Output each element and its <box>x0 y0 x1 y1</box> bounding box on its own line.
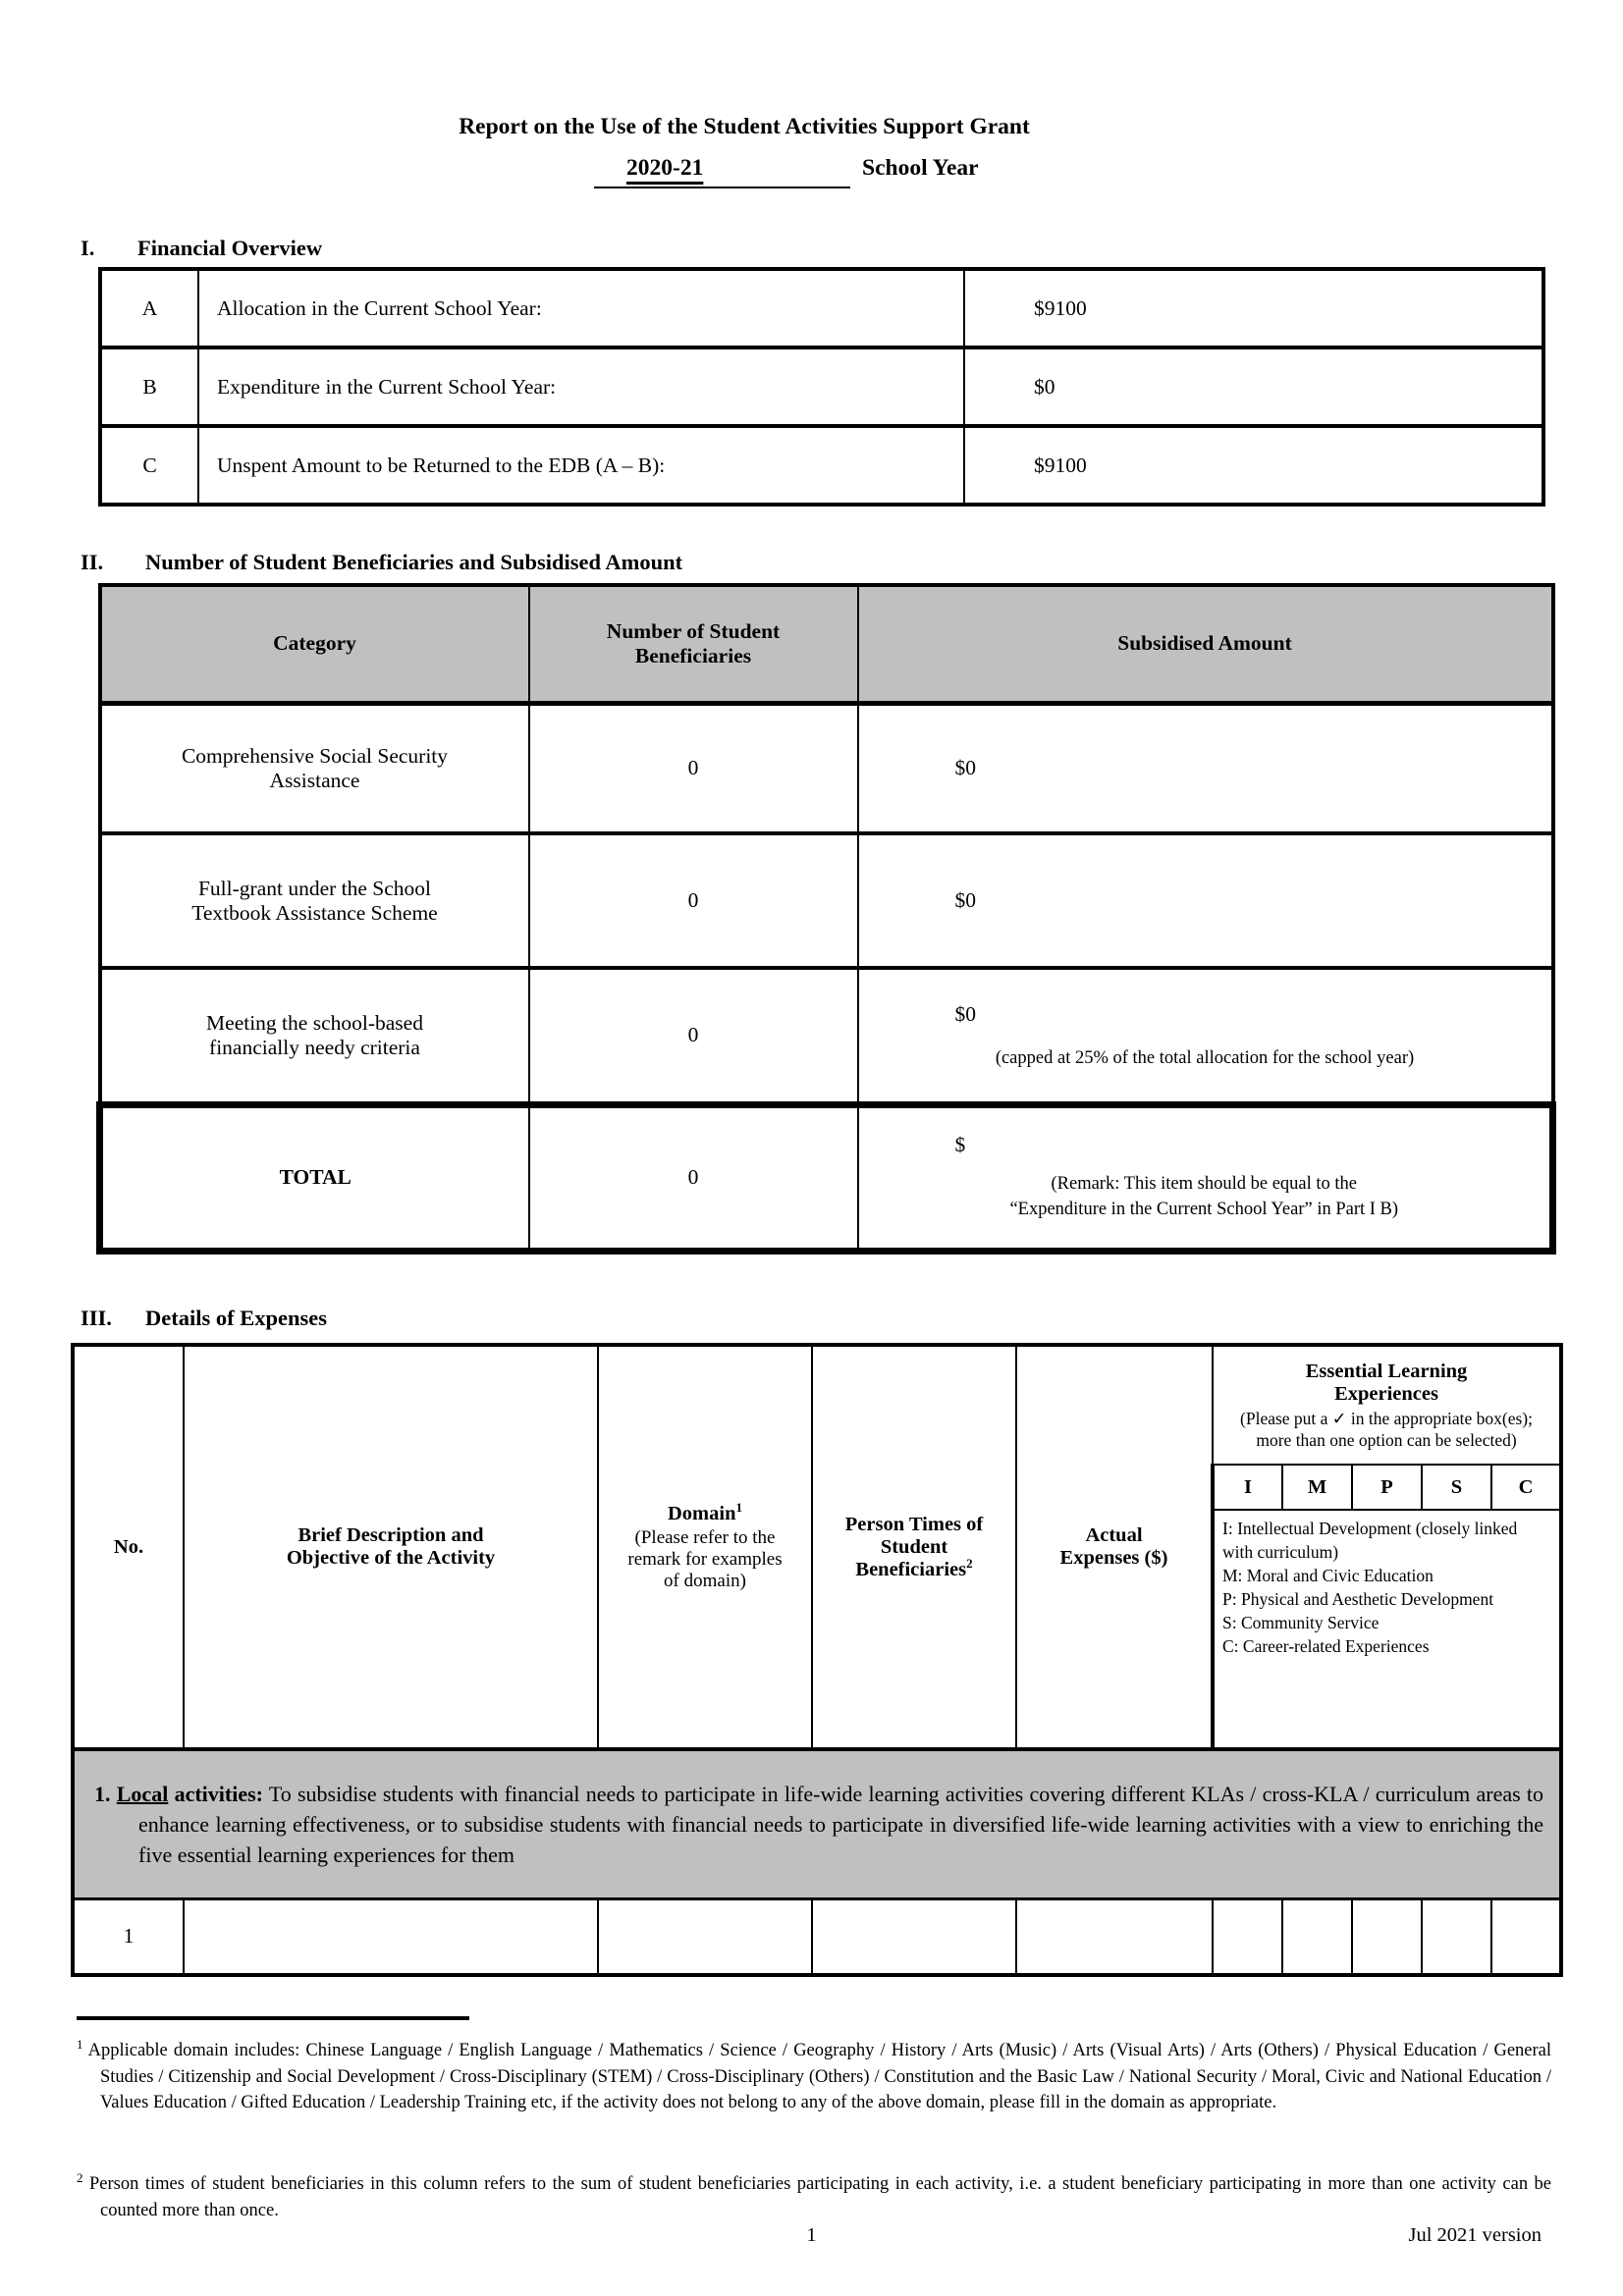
column-header-description: Brief Description and Objective of the Activity <box>184 1345 598 1749</box>
section-iii-title: Details of Expenses <box>145 1306 327 1330</box>
table-row <box>100 269 1543 347</box>
footnote-1-text: Applicable domain includes: Chinese Language / English Language / Mathematics / Science / Geography / History / Arts (Music) / Arts (Visual Arts) / Arts (Others) / Physical Education / General Studies / Citizenship and Social Development / Cross-Disciplinary (STEM) / Cross-Disciplinary (Others) / Constitution and the Basic Law / National Security / Moral, Civic and National Education / Values Education / Gifted Education / Leadership Training etc, if the activity does not belong to any of the above domain, please fill in the domain as appropriate. <box>87 2041 1552 2112</box>
table-row <box>100 968 1553 1104</box>
total-remark: (Remark: This item should be equal to the “Expenditure in the Current School Year” in Part I B) <box>1009 1174 1399 1219</box>
section-i-number: I. <box>81 236 95 260</box>
ele-legend: I: Intellectual Development (closely linked with curriculum) M: Moral and Civic Education P: Physical and Aesthetic Development S: Community Service C: Career-related Experiences <box>1213 1510 1561 1749</box>
column-header-category: Category <box>100 585 529 703</box>
column-header-person-times: Person Times of Student Beneficiaries$^2$ <box>812 1345 1016 1749</box>
ele-option-c: C <box>1491 1465 1561 1510</box>
activity-description-cell <box>184 1898 598 1975</box>
ele-option-p: P <box>1352 1465 1422 1510</box>
section-ii-heading <box>81 550 682 575</box>
amount-value: $0 <box>954 1001 976 1026</box>
column-header-domain: Domain$^1$ (Please refer to the remark for examples of domain) <box>598 1345 812 1749</box>
category-cell: Comprehensive Social Security Assistance <box>100 703 529 833</box>
section-iii-heading <box>81 1306 327 1331</box>
ele-checkbox-cell-p <box>1352 1898 1422 1975</box>
section-i-title: Financial Overview <box>137 236 323 260</box>
category-1-label: activities: <box>174 1781 263 1806</box>
expenses-table <box>71 1343 1563 1977</box>
category-1-body: To subsidise students with financial needs to participate in life-wide learning activities covering different KLAs / cross-KLA / curriculum areas to enhance learning effectiveness, or to subsidise students with financial needs to participate in diversified life-wide learning activities with a view to enriching the five essential learning experiences for them <box>138 1781 1544 1867</box>
activity-row <box>73 1898 1561 1975</box>
table-row <box>100 833 1553 968</box>
ele-checkbox-cell-c <box>1491 1898 1561 1975</box>
row-key: A <box>100 269 198 347</box>
footnote-1-marker: 1 <box>77 2036 83 2052</box>
total-amount-cell <box>858 1104 1553 1251</box>
total-label-cell: TOTAL <box>100 1104 529 1251</box>
total-row <box>100 1104 1553 1251</box>
amount-note: (capped at 25% of the total allocation for the school year) <box>995 1047 1415 1068</box>
row-value: $0 <box>964 347 1543 426</box>
page-number: 1 <box>806 2224 817 2246</box>
school-year-blank <box>594 155 850 188</box>
category-cell: Meeting the school-based financially needy criteria <box>100 968 529 1104</box>
row-value: $9100 <box>964 269 1543 347</box>
row-key: B <box>100 347 198 426</box>
category-1-keyword: Local <box>116 1781 169 1806</box>
category-cell: Full-grant under the School Textbook Assistance Scheme <box>100 833 529 968</box>
row-key: C <box>100 426 198 505</box>
activity-no-cell: 1 <box>73 1898 184 1975</box>
ele-option-i: I <box>1213 1465 1282 1510</box>
beneficiaries-cell: 0 <box>529 703 858 833</box>
footnote-divider <box>77 2016 469 2020</box>
ele-checkbox-cell-m <box>1282 1898 1352 1975</box>
column-header-ele <box>1213 1345 1561 1465</box>
total-amount-value: $ <box>954 1133 966 1156</box>
row-value: $9100 <box>964 426 1543 505</box>
domain-note: (Please refer to the remark for examples of domain) <box>627 1526 783 1591</box>
beneficiaries-cell: 0 <box>529 968 858 1104</box>
column-header-no: No. <box>73 1345 184 1749</box>
version-label: Jul 2021 version <box>1408 2224 1542 2246</box>
footnote-ref-2: 2 <box>966 1555 973 1571</box>
ele-note: (Please put a ✓ in the appropriate box(es); more than one option can be selected) <box>1240 1408 1533 1450</box>
amount-cell: $0 <box>858 833 1553 968</box>
table-row <box>100 347 1543 426</box>
section-ii-number: II. <box>81 550 104 574</box>
section-ii-title: Number of Student Beneficiaries and Subsidised Amount <box>145 550 683 574</box>
page-title: Report on the Use of the Student Activities Support Grant <box>459 114 1030 139</box>
ele-title: Essential Learning Experiences <box>1305 1360 1468 1405</box>
table-header-row <box>73 1345 1561 1465</box>
activity-expenses-cell <box>1016 1898 1213 1975</box>
footnote-2-text: Person times of student beneficiaries in this column refers to the sum of student beneficiaries participating in each activity, i.e. a student beneficiary participating in more than one activity can be counted more than once. <box>88 2174 1552 2220</box>
section-i-heading <box>81 236 322 261</box>
beneficiaries-table <box>96 583 1556 1255</box>
table-header-row <box>100 585 1553 703</box>
footnote-1 <box>77 2038 1551 2116</box>
category-1-number: 1. <box>94 1781 111 1806</box>
ele-checkbox-cell-s <box>1422 1898 1491 1975</box>
row-label: Allocation in the Current School Year: <box>198 269 964 347</box>
column-header-subsidised-amount: Subsidised Amount <box>858 585 1553 703</box>
financial-overview-table <box>98 267 1545 507</box>
ele-option-m: M <box>1282 1465 1352 1510</box>
row-label: Unspent Amount to be Returned to the EDB (A – B): <box>198 426 964 505</box>
school-year-label: School Year <box>862 155 979 181</box>
school-year-value: 2020-21 <box>626 155 704 181</box>
total-beneficiaries-cell: 0 <box>529 1104 858 1251</box>
beneficiaries-cell: 0 <box>529 833 858 968</box>
row-label: Expenditure in the Current School Year: <box>198 347 964 426</box>
table-row <box>100 703 1553 833</box>
ele-option-s: S <box>1422 1465 1491 1510</box>
footnote-2 <box>77 2171 1551 2223</box>
footnote-2-marker: 2 <box>77 2169 83 2185</box>
column-header-actual-expenses: Actual Expenses ($) <box>1016 1345 1213 1749</box>
amount-cell <box>858 968 1553 1104</box>
table-row <box>100 426 1543 505</box>
column-header-beneficiaries: Number of Student Beneficiaries <box>529 585 858 703</box>
page-subtitle <box>594 155 979 188</box>
section-iii-number: III. <box>81 1306 112 1330</box>
activity-person-times-cell <box>812 1898 1016 1975</box>
ele-checkbox-cell-i <box>1213 1898 1282 1975</box>
category-1-cell <box>73 1749 1561 1898</box>
category-1-row <box>73 1749 1561 1898</box>
footnote-ref-1: 1 <box>735 1499 742 1515</box>
amount-cell: $0 <box>858 703 1553 833</box>
activity-domain-cell <box>598 1898 812 1975</box>
